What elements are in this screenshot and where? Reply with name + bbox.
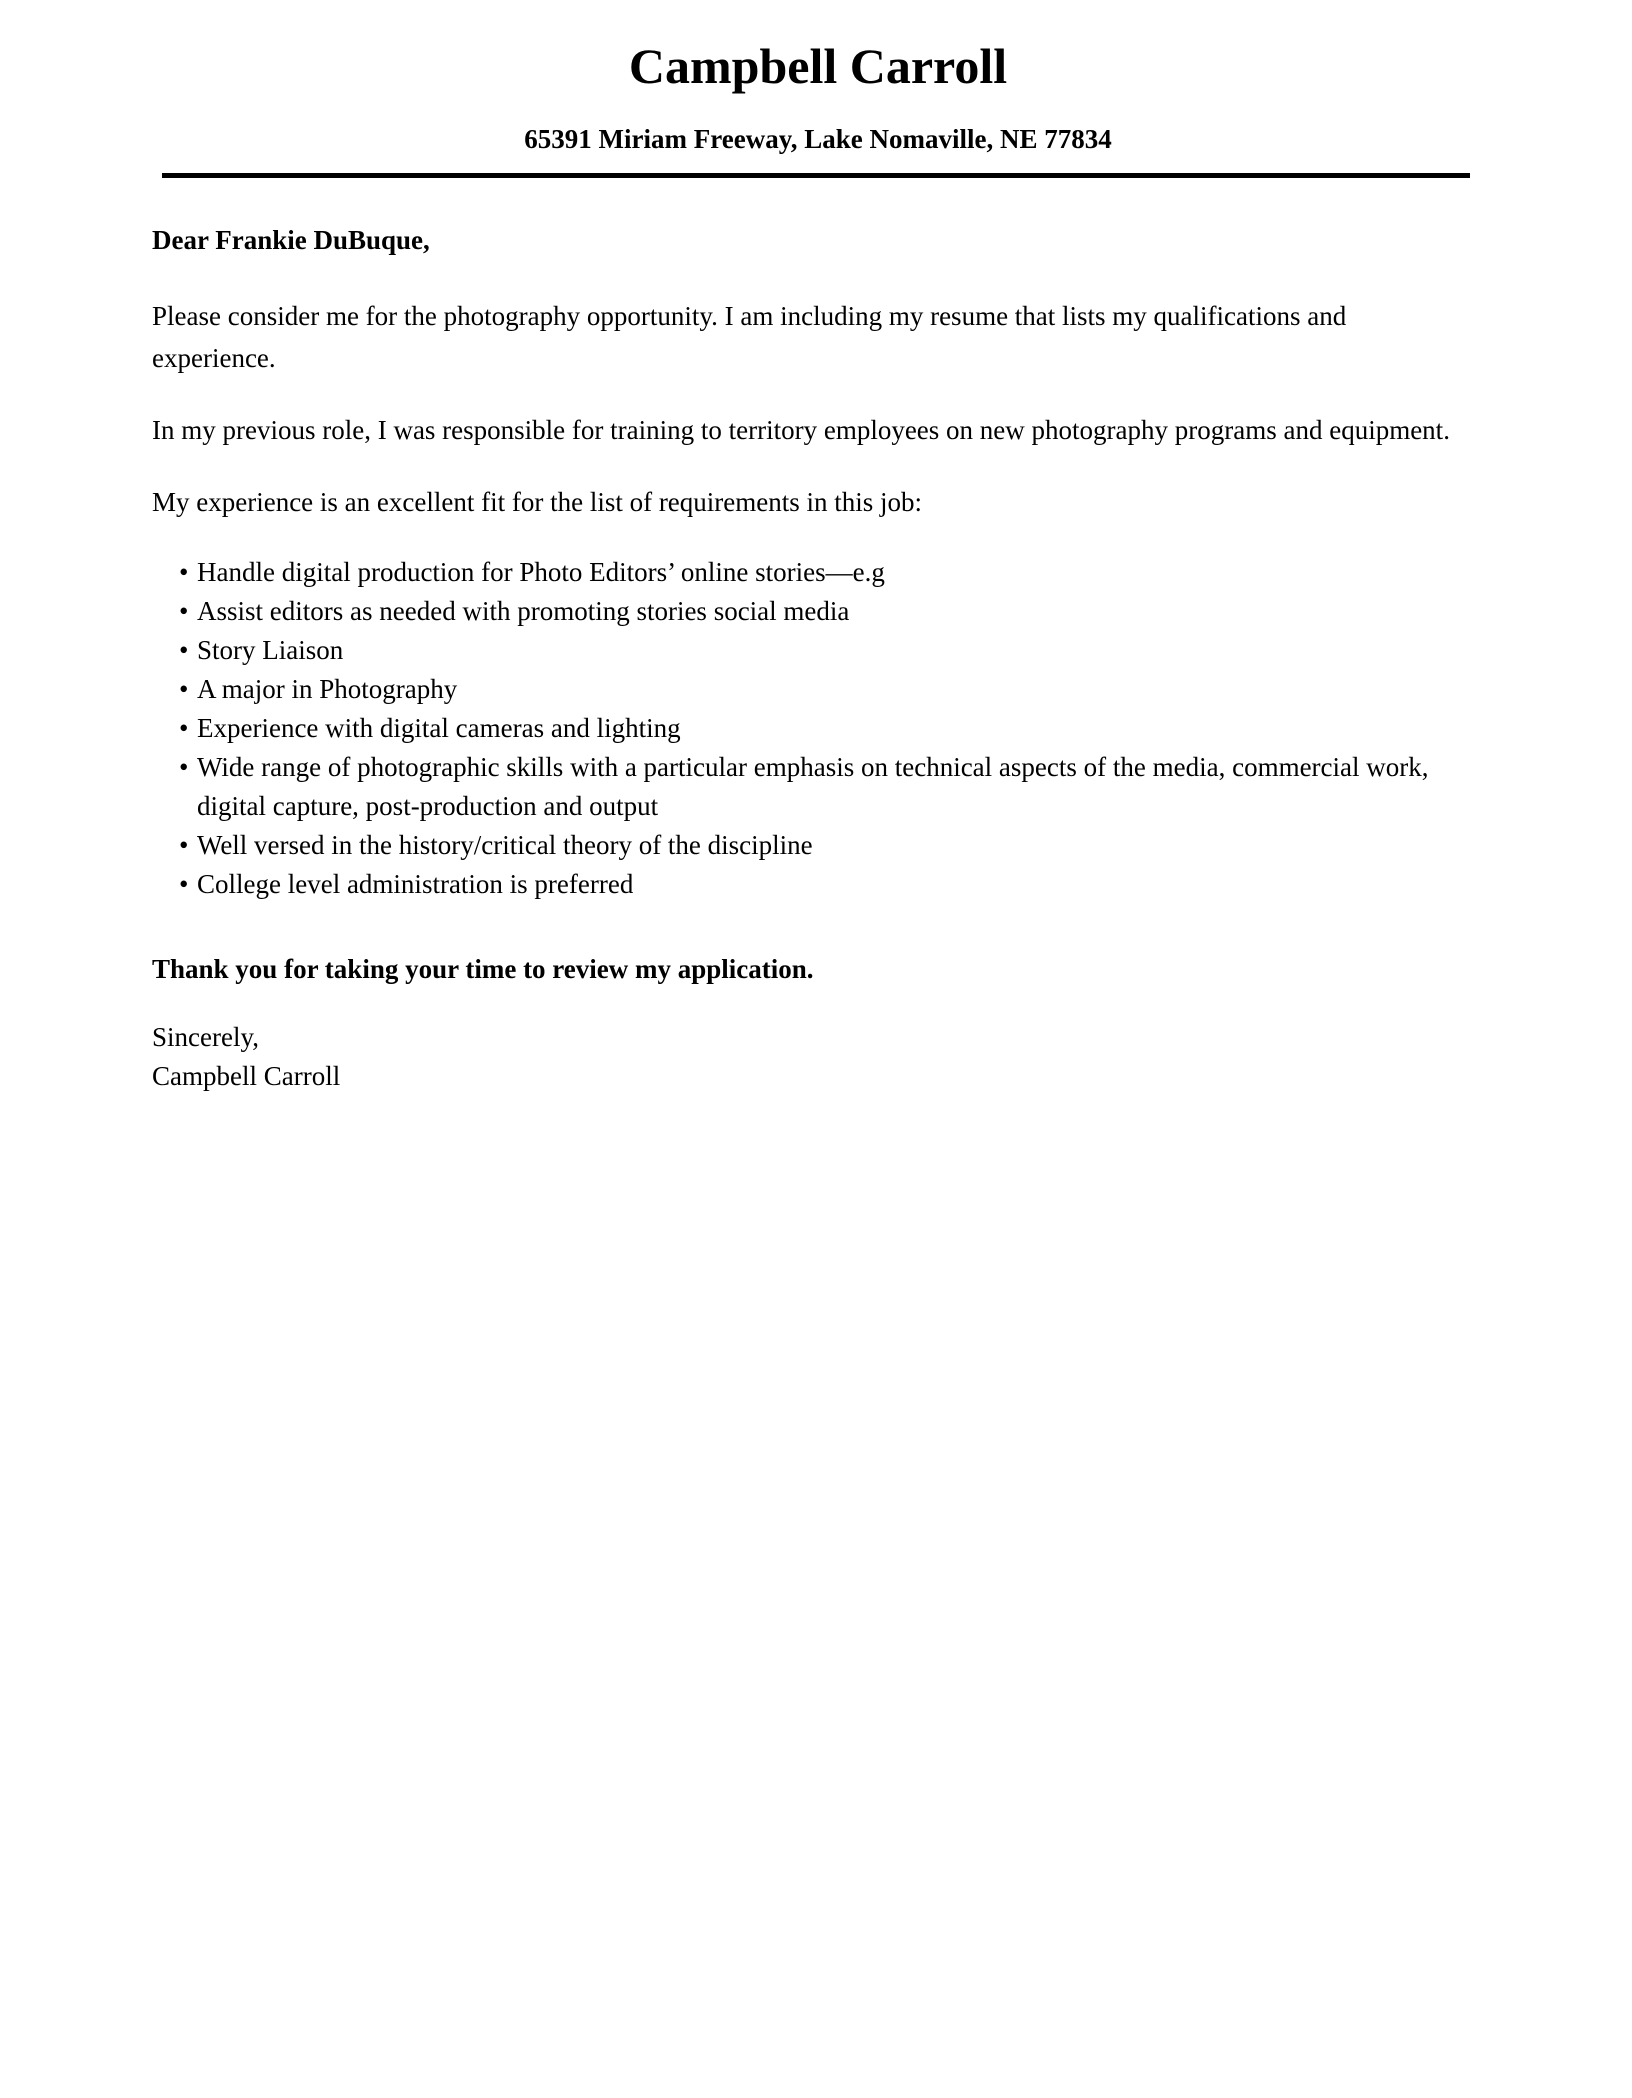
list-item: • Wide range of photographic skills with a particular emphasis on technical aspects of the media, commercial work, digital capture, post-production and output: [152, 748, 1472, 826]
list-item: • Assist editors as needed with promoting stories social media: [152, 592, 1472, 631]
signature-name: Campbell Carroll: [152, 1061, 341, 1092]
list-item: • Story Liaison: [152, 631, 1472, 670]
signature-block: [152, 1018, 1472, 1096]
letterhead: [152, 0, 1472, 178]
cover-letter: [152, 0, 1472, 1096]
page-title: Campbell Carroll: [628, 38, 1008, 94]
list-item: • A major in Photography: [152, 670, 1472, 709]
list-item: • College level administration is preferred: [152, 865, 1472, 904]
requirements-list: [152, 553, 1472, 904]
sign-off-line: Sincerely,: [152, 1022, 259, 1053]
letter-body: [152, 178, 1472, 1096]
paragraph-experience: In my previous role, I was responsible for training to territory employees on new photography programs and equipment.: [152, 415, 1450, 446]
address-line: 65391 Miriam Freeway, Lake Nomaville, NE 77834: [524, 124, 1112, 154]
list-item: • Handle digital production for Photo Editors’ online stories—e.g: [152, 553, 1472, 592]
paragraph-requirements-lead: My experience is an excellent fit for the list of requirements in this job:: [152, 487, 923, 518]
paragraph-intro: Please consider me for the photography opportunity. I am including my resume that lists my qualifications and experience.: [152, 301, 1347, 374]
salutation: Dear Frankie DuBuque,: [152, 225, 430, 256]
list-item: • Experience with digital cameras and lighting: [152, 709, 1472, 748]
list-item: • Well versed in the history/critical theory of the discipline: [152, 826, 1472, 865]
thank-you-line: Thank you for taking your time to review my application.: [152, 954, 814, 985]
